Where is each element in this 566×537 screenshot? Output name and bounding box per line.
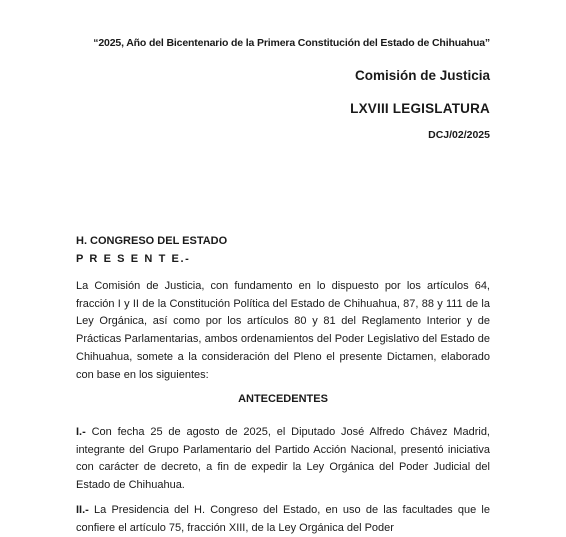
legislature-name: LXVIII LEGISLATURA: [350, 101, 490, 116]
section-title-antecedentes: ANTECEDENTES: [238, 393, 328, 405]
antecedente-number: I.-: [76, 426, 86, 438]
antecedente-text: Con fecha 25 de agosto de 2025, el Diputado José Alfredo Chávez Madrid, integrante del Grupo Parlamentario del Partido Acción Nacional, presentó iniciativa con carácter de decreto, a fin de expedir la Ley Orgánica del Poder Judicial del Estado de Chihuahua.: [76, 426, 490, 492]
addressee-line-2: P R E S E N T E.-: [76, 253, 191, 265]
document-reference: DCJ/02/2025: [428, 129, 490, 141]
antecedente-number: II.-: [76, 504, 89, 516]
commission-name: Comisión de Justicia: [354, 68, 490, 83]
antecedente-item-2: [76, 502, 490, 537]
antecedente-item-1: [76, 424, 490, 495]
intro-paragraph: La Comisión de Justicia, con fundamento en lo dispuesto por los artículos 64, fracción I y II de la Constitución Política del Estado de Chihuahua, 87, 88 y 111 de la Ley Orgánica, así como por los artículos 80 y 81 del Reglamento Interior y de Prácticas Parlamentarias, ambos ordenamientos del Poder Legislativo del Estado de Chihuahua, somete a la consideración del Pleno el presente Dictamen, elaborado con base en los siguientes:: [76, 280, 490, 381]
antecedente-text: La Presidencia del H. Congreso del Estado, en uso de las facultades que le confiere el artículo 75, fracción XIII, de la Ley Orgánica del Poder: [76, 504, 490, 534]
header-motto: “2025, Año del Bicentenario de la Primera Constitución del Estado de Chihuahua”: [93, 37, 490, 49]
addressee-line-1: H. CONGRESO DEL ESTADO: [76, 235, 228, 247]
